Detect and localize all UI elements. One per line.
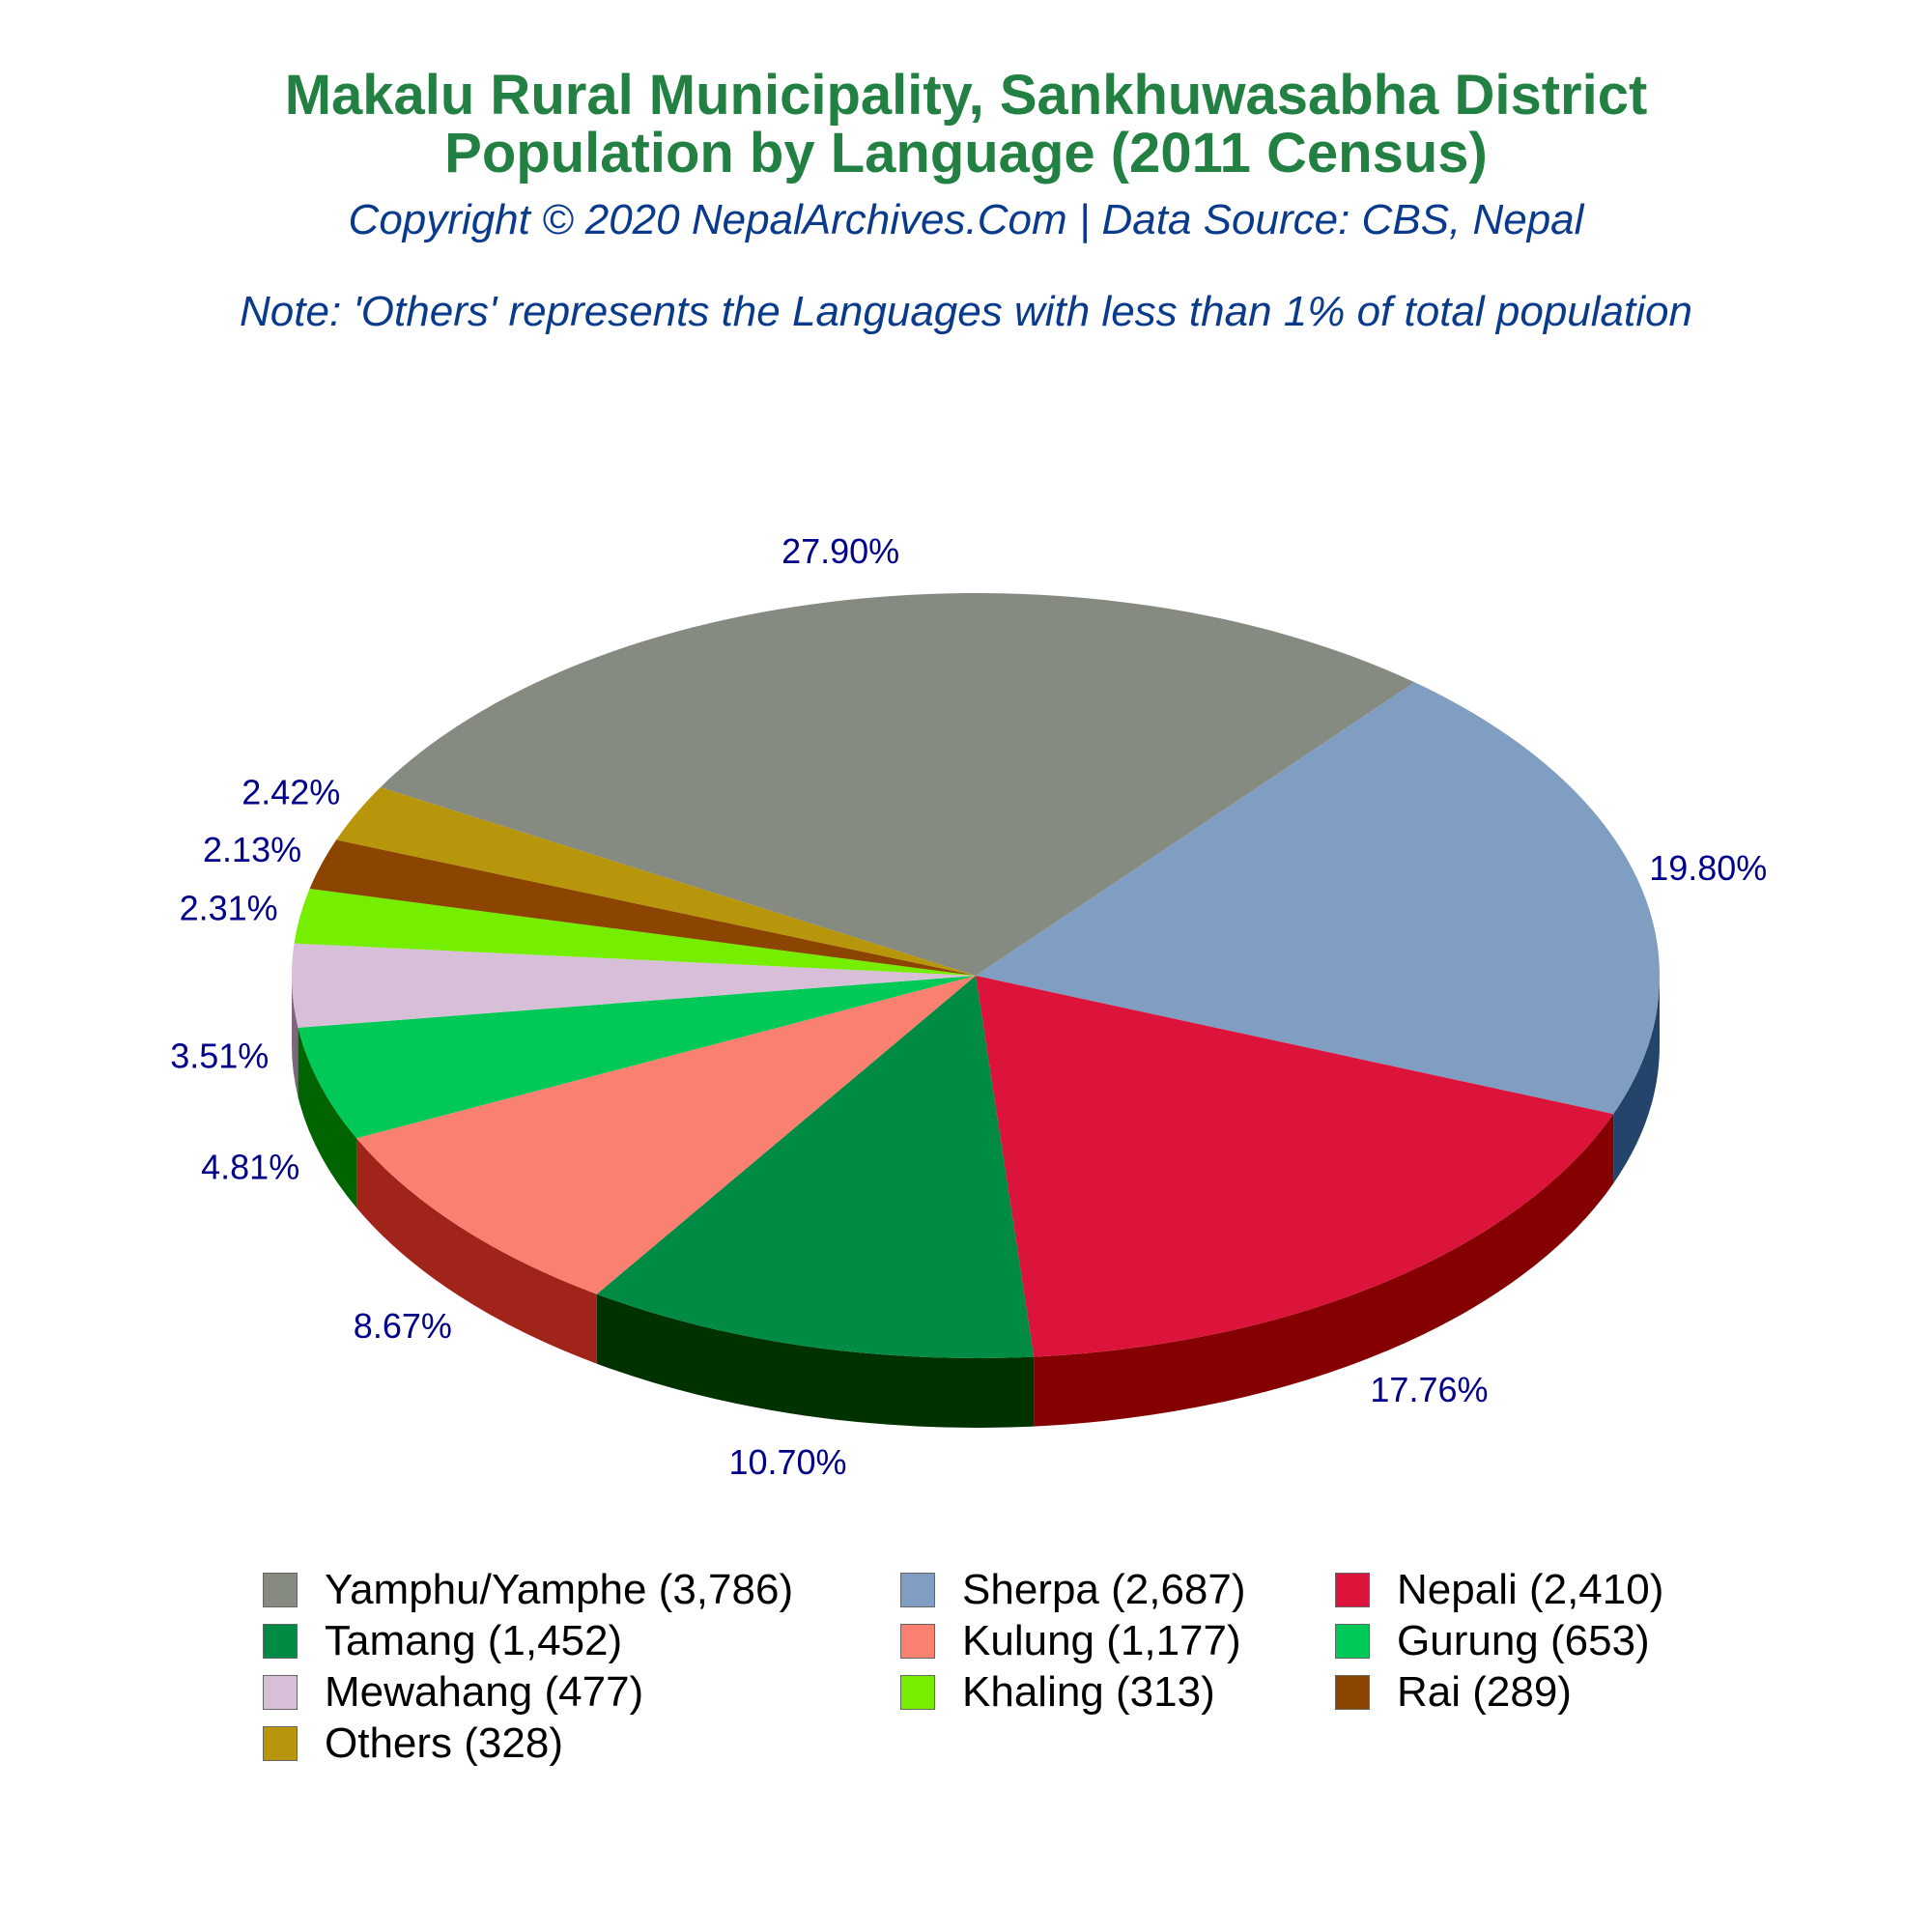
legend-swatch <box>900 1624 935 1659</box>
legend-label: Sherpa (2,687) <box>962 1566 1246 1613</box>
legend-swatch <box>1335 1573 1370 1607</box>
legend-item-tamang <box>263 1616 622 1666</box>
chart-title-line-2: Population by Language (2011 Census) <box>444 122 1488 185</box>
legend-label: Mewahang (477) <box>325 1668 644 1716</box>
legend-swatch <box>263 1573 298 1607</box>
percent-label-gurung: 4.81% <box>201 1147 300 1187</box>
legend-item-kulung <box>900 1616 1241 1666</box>
legend-item-gurung <box>1335 1616 1650 1666</box>
legend-item-nepali <box>1335 1565 1663 1615</box>
legend-item-others <box>263 1719 563 1769</box>
legend-label: Yamphu/Yamphe (3,786) <box>325 1566 794 1613</box>
percent-label-khaling: 2.31% <box>179 888 278 928</box>
legend-label: Gurung (653) <box>1397 1617 1650 1664</box>
legend-swatch <box>263 1675 298 1710</box>
pie-slices <box>292 593 1660 1358</box>
legend-item-mewahang <box>263 1667 643 1718</box>
legend-swatch <box>263 1624 298 1659</box>
percent-label-kulung: 8.67% <box>353 1306 452 1347</box>
legend-item-rai <box>1335 1667 1572 1718</box>
percent-label-others: 2.42% <box>242 772 341 812</box>
legend-item-yamphu-yamphe <box>263 1565 793 1615</box>
legend-label: Khaling (313) <box>962 1668 1215 1716</box>
legend-label: Tamang (1,452) <box>325 1617 623 1664</box>
legend-swatch <box>1335 1624 1370 1659</box>
legend-swatch <box>900 1675 935 1710</box>
legend-label: Kulung (1,177) <box>962 1617 1241 1664</box>
legend-item-sherpa <box>900 1565 1246 1615</box>
legend-swatch <box>263 1726 298 1761</box>
percent-label-mewahang: 3.51% <box>170 1036 270 1076</box>
legend-item-khaling <box>900 1667 1215 1718</box>
legend-swatch <box>1335 1675 1370 1710</box>
legend-swatch <box>900 1573 935 1607</box>
legend-label: Others (328) <box>325 1719 563 1767</box>
percent-label-sherpa: 19.80% <box>1649 847 1768 888</box>
legend-label: Rai (289) <box>1397 1668 1572 1716</box>
percent-label-yamphu-yamphe: 27.90% <box>781 531 900 572</box>
percent-label-tamang: 10.70% <box>728 1442 847 1483</box>
others-note: Note: 'Others' represents the Languages with less than 1% of total population <box>240 288 1692 335</box>
chart-title-line-1: Makalu Rural Municipality, Sankhuwasabha District <box>284 64 1648 127</box>
percent-label-nepali: 17.76% <box>1370 1369 1489 1409</box>
copyright-subtitle: Copyright © 2020 NepalArchives.Com | Data Source: CBS, Nepal <box>348 196 1584 243</box>
legend-label: Nepali (2,410) <box>1397 1566 1664 1613</box>
percent-label-rai: 2.13% <box>203 829 302 869</box>
